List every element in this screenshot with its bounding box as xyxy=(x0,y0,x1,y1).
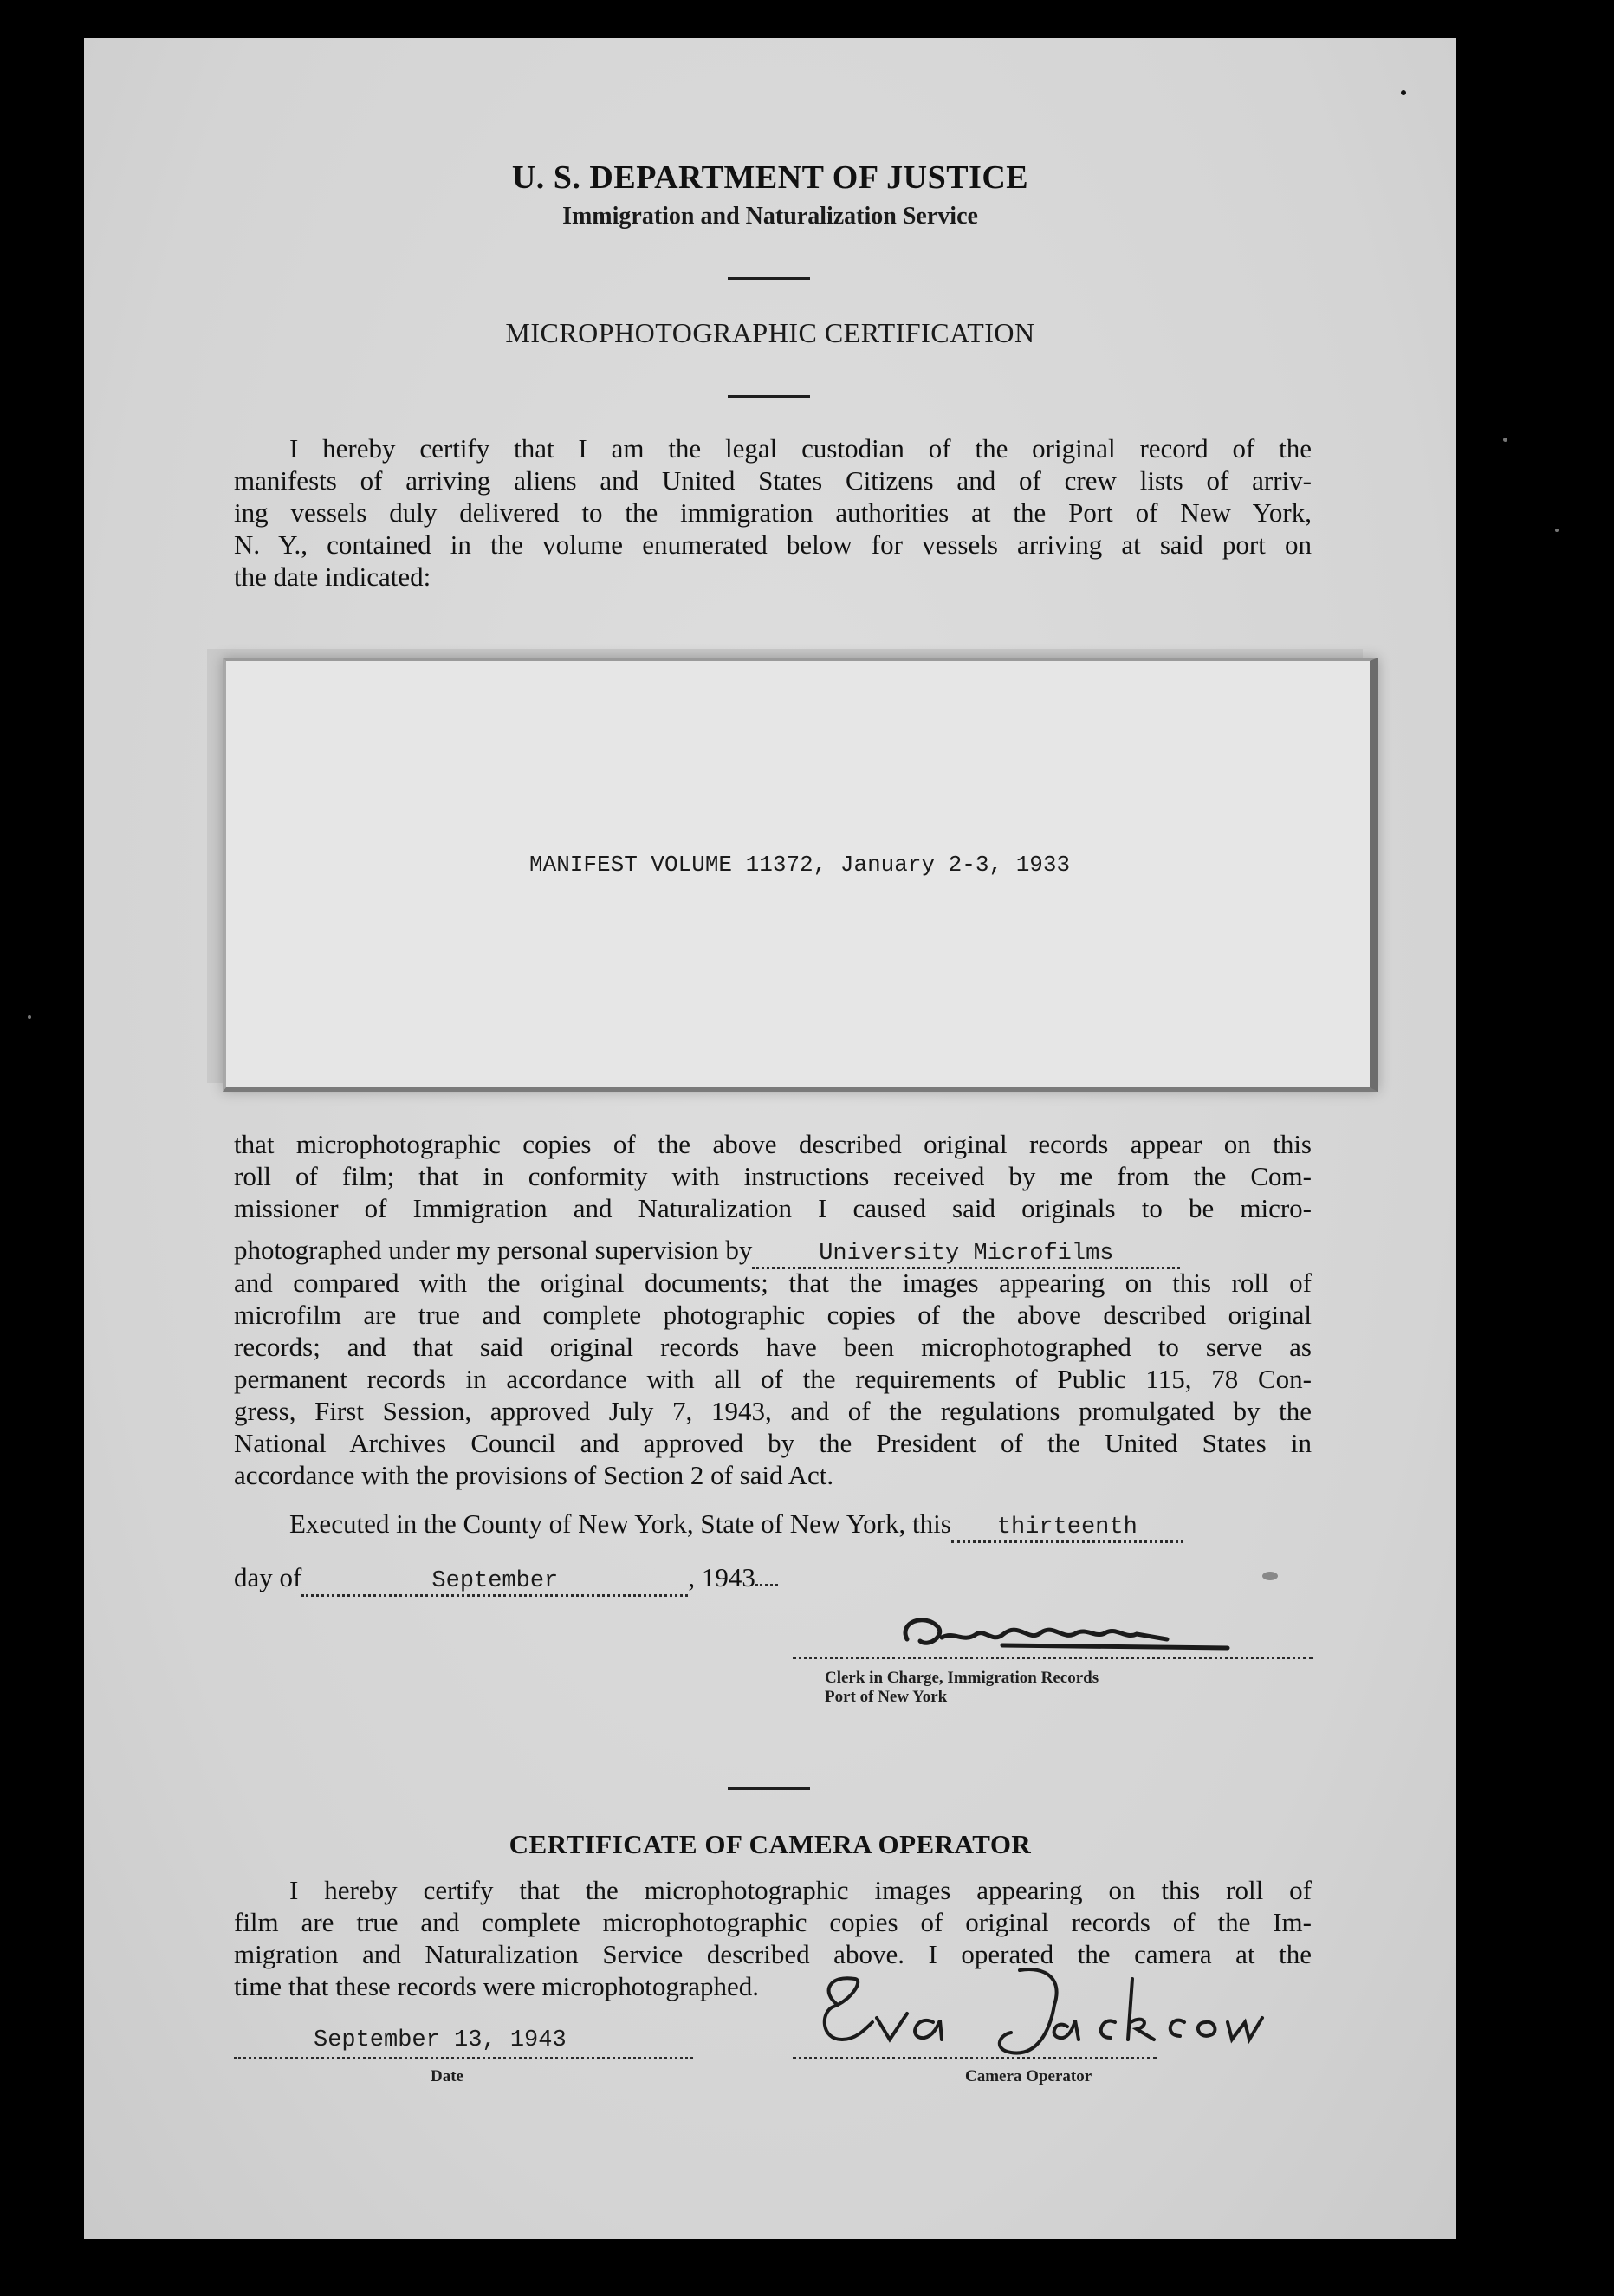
executed-prefix: Executed in the County of New York, State of New York, this xyxy=(289,1508,951,1539)
clerk-title: Clerk in Charge, Immigration Records Port of New York xyxy=(825,1669,1099,1706)
operator-statement-line: time that these records were microphotographed. xyxy=(234,1971,759,2001)
body-line: missioner of Immigration and Naturalization I caused said originals to be micro- xyxy=(234,1193,1312,1223)
intro-line: ing vessels duly delivered to the immigration authorities at the Port of New York, xyxy=(234,497,1312,528)
year-dots xyxy=(755,1584,778,1586)
certificate-page xyxy=(84,38,1456,2239)
film-speck xyxy=(1555,529,1559,532)
executed-line xyxy=(234,1508,1312,1543)
body-line: microfilm are true and complete photographic copies of the above described original xyxy=(234,1300,1312,1330)
manifest-volume-text: MANIFEST VOLUME 11372, January 2-3, 1933 xyxy=(529,852,1071,878)
heading-divider-top xyxy=(728,277,810,280)
body-line: and compared with the original documents; that the images appearing on this roll of xyxy=(234,1268,1312,1298)
intro-line: manifests of arriving aliens and United States Citizens and of crew lists of arriv- xyxy=(234,465,1312,496)
date-label: Date xyxy=(431,2067,463,2085)
body-line: accordance with the provisions of Section 2 of said Act. xyxy=(234,1460,834,1490)
body-line: permanent records in accordance with all of the requirements of Public 115, 78 Con- xyxy=(234,1364,1312,1394)
executed-day-field: thirteenth xyxy=(951,1514,1183,1543)
supervision-line xyxy=(234,1235,1312,1269)
film-speck xyxy=(1503,438,1507,442)
executed-month-field: September xyxy=(301,1568,688,1597)
date-line xyxy=(234,2057,693,2059)
body-line: that microphotographic copies of the above described original records appear on this xyxy=(234,1129,1312,1159)
film-speck xyxy=(1401,90,1406,95)
body-line: roll of film; that in conformity with instructions received by me from the Com- xyxy=(234,1161,1312,1191)
operator-signature-line xyxy=(793,2057,1157,2059)
body-line: records; and that said original records have been microphotographed to serve as xyxy=(234,1332,1312,1362)
day-of-label: day of xyxy=(234,1562,302,1592)
heading-divider-bottom xyxy=(728,395,810,398)
manifest-volume-slip xyxy=(223,658,1378,1092)
operator-statement-line: film are true and complete microphotographic copies of original records of the Im- xyxy=(234,1907,1312,1937)
film-speck xyxy=(28,1015,31,1019)
operator-signature xyxy=(803,1953,1271,2070)
clerk-signature-line xyxy=(793,1657,1313,1659)
intro-line: the date indicated: xyxy=(234,561,431,592)
service-heading: Immigration and Naturalization Service xyxy=(562,203,978,230)
operator-statement-line: migration and Naturalization Service described above. I operated the camera at the xyxy=(234,1939,1312,1969)
day-of-line xyxy=(234,1562,1312,1597)
body-line: National Archives Council and approved by the President of the United States in xyxy=(234,1428,1312,1458)
operator-label: Camera Operator xyxy=(965,2067,1092,2085)
film-speck xyxy=(1262,1572,1278,1580)
intro-line: N. Y., contained in the volume enumerated below for vessels arriving at said port on xyxy=(234,529,1312,560)
executed-year: , 1943 xyxy=(688,1562,755,1592)
body-line: gress, First Session, approved July 7, 1943, and of the regulations promulgated by the xyxy=(234,1396,1312,1426)
operator-date-value: September 13, 1943 xyxy=(314,2027,567,2053)
camera-operator-title: CERTIFICATE OF CAMERA OPERATOR xyxy=(509,1829,1032,1859)
section-divider xyxy=(728,1787,810,1790)
intro-line: I hereby certify that I am the legal custodian of the original record of the xyxy=(289,433,1312,464)
department-heading: U. S. DEPARTMENT OF JUSTICE xyxy=(511,159,1029,196)
microfilm-company-field: University Microfilms xyxy=(752,1241,1180,1269)
form-title: MICROPHOTOGRAPHIC CERTIFICATION xyxy=(505,317,1035,348)
supervision-prefix: photographed under my personal supervision by xyxy=(234,1235,753,1265)
operator-statement-line: I hereby certify that the microphotographic images appearing on this roll of xyxy=(289,1875,1312,1905)
